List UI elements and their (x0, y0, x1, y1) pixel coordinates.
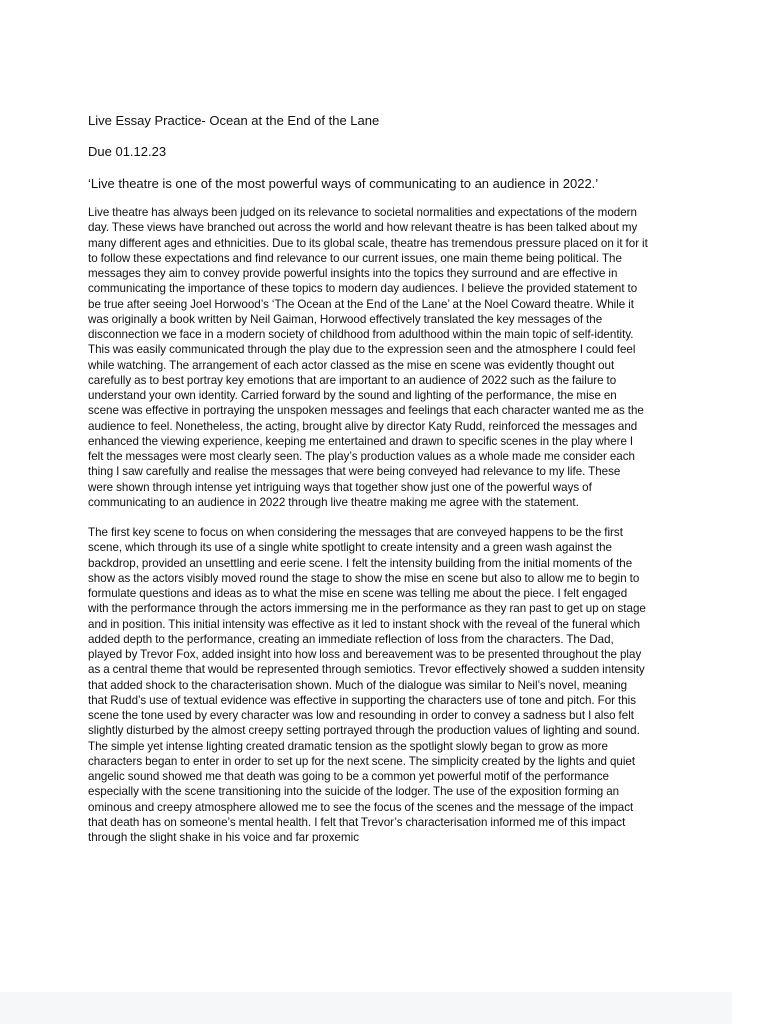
right-gutter (732, 0, 768, 1024)
paragraph-first-scene: The first key scene to focus on when considering the messages that are conveyed happens to be the first scene, which through its use of a single white spotlight to create intensity and a green wash against the backdrop, provided an unsettling and eerie scene. I felt the intensity building from the initial moments of the show as the actors visibly moved round the stage to show the mise en scene but also to allow me to begin to formulate questions and ideas as to what the mise en scene was telling me about the piece. I felt engaged with the performance through the actors immersing me in the performance as they ran past to get up on stage and in position. This initial intensity was effective as it led to instant shock with the reveal of the funeral which added depth to the performance, creating an immediate reflection of loss from the characters. The Dad, played by Trevor Fox, added insight into how loss and bereavement was to be presented throughout the play as a central theme that would be represented through semiotics. Trevor effectively showed a sudden intensity that added shock to the characterisation shown. Much of the dialogue was similar to Neil’s novel, meaning that Rudd’s use of textual evidence was effective in supporting the characters use of tone and pitch. For this scene the tone used by every character was low and resounding in order to convey a sadness but I also felt slightly disturbed by the almost creepy setting portrayed through the production values of lighting and sound. The simple yet intense lighting created dramatic tension as the spotlight slowly began to grow as more characters began to enter in order to set up for the next scene. The simplicity created by the lights and quiet angelic sound showed me that death was going to be a common yet powerful motif of the performance especially with the scene transitioning into the suicide of the lodger. The use of the exposition forming an ominous and creepy atmosphere allowed me to see the focus of the scenes and the message of the impact that death has on someone’s mental health. I felt that Trevor’s characterisation informed me of this impact through the slight shake in his voice and far proxemic (88, 526, 646, 844)
document-body (88, 112, 648, 845)
paragraph-introduction: Live theatre has always been judged on its relevance to societal normalities and expectations of the modern day. These views have branched out across the world and how relevant theatre is has been talked about my many different ages and ethnicities. Due to its global scale, theatre has tremendous pressure placed on it for it to follow these expectations and find relevance to our current issues, one main theme being political. The messages they aim to convey provide powerful insights into the topics they surround and are effective in communicating the importance of these topics to modern day audiences. I believe the provided statement to be true after seeing Joel Horwood’s ‘The Ocean at the End of the Lane’ at the Noel Coward theatre. While it was originally a book written by Neil Gaiman, Horwood effectively translated the key messages of the disconnection we face in a modern society of childhood from adulthood within the main topic of self-identity. This was easily communicated through the play due to the expression seen and the atmosphere I could feel while watching. The arrangement of each actor classed as the mise en scene was evidently thought out carefully as to best portray key emotions that are important to an audience of 2022 such as the failure to understand your own identity. Carried forward by the sound and lighting of the performance, the mise en scene was effective in portraying the unspoken messages and feelings that each character wanted me as the audience to feel. Nonetheless, the acting, brought alive by director Katy Rudd, reinforced the messages and enhanced the viewing experience, keeping me entertained and drawn to specific scenes in the play where I felt the messages were most clearly seen. The play’s production values as a whole made me consider each thing I saw carefully and realise the messages that were being conveyed had relevance to my life. These were shown through intense yet intriguing ways that together show just one of the powerful ways of communicating to an audience in 2022 through live theatre making me agree with the statement. (88, 206, 648, 509)
due-date: Due 01.12.23 (88, 144, 167, 159)
page-footer-background (0, 992, 732, 1024)
essay-question: ‘Live theatre is one of the most powerful ways of communicating to an audience in 2022.’ (88, 176, 599, 191)
document-title: Live Essay Practice- Ocean at the End of the Lane (88, 113, 380, 128)
